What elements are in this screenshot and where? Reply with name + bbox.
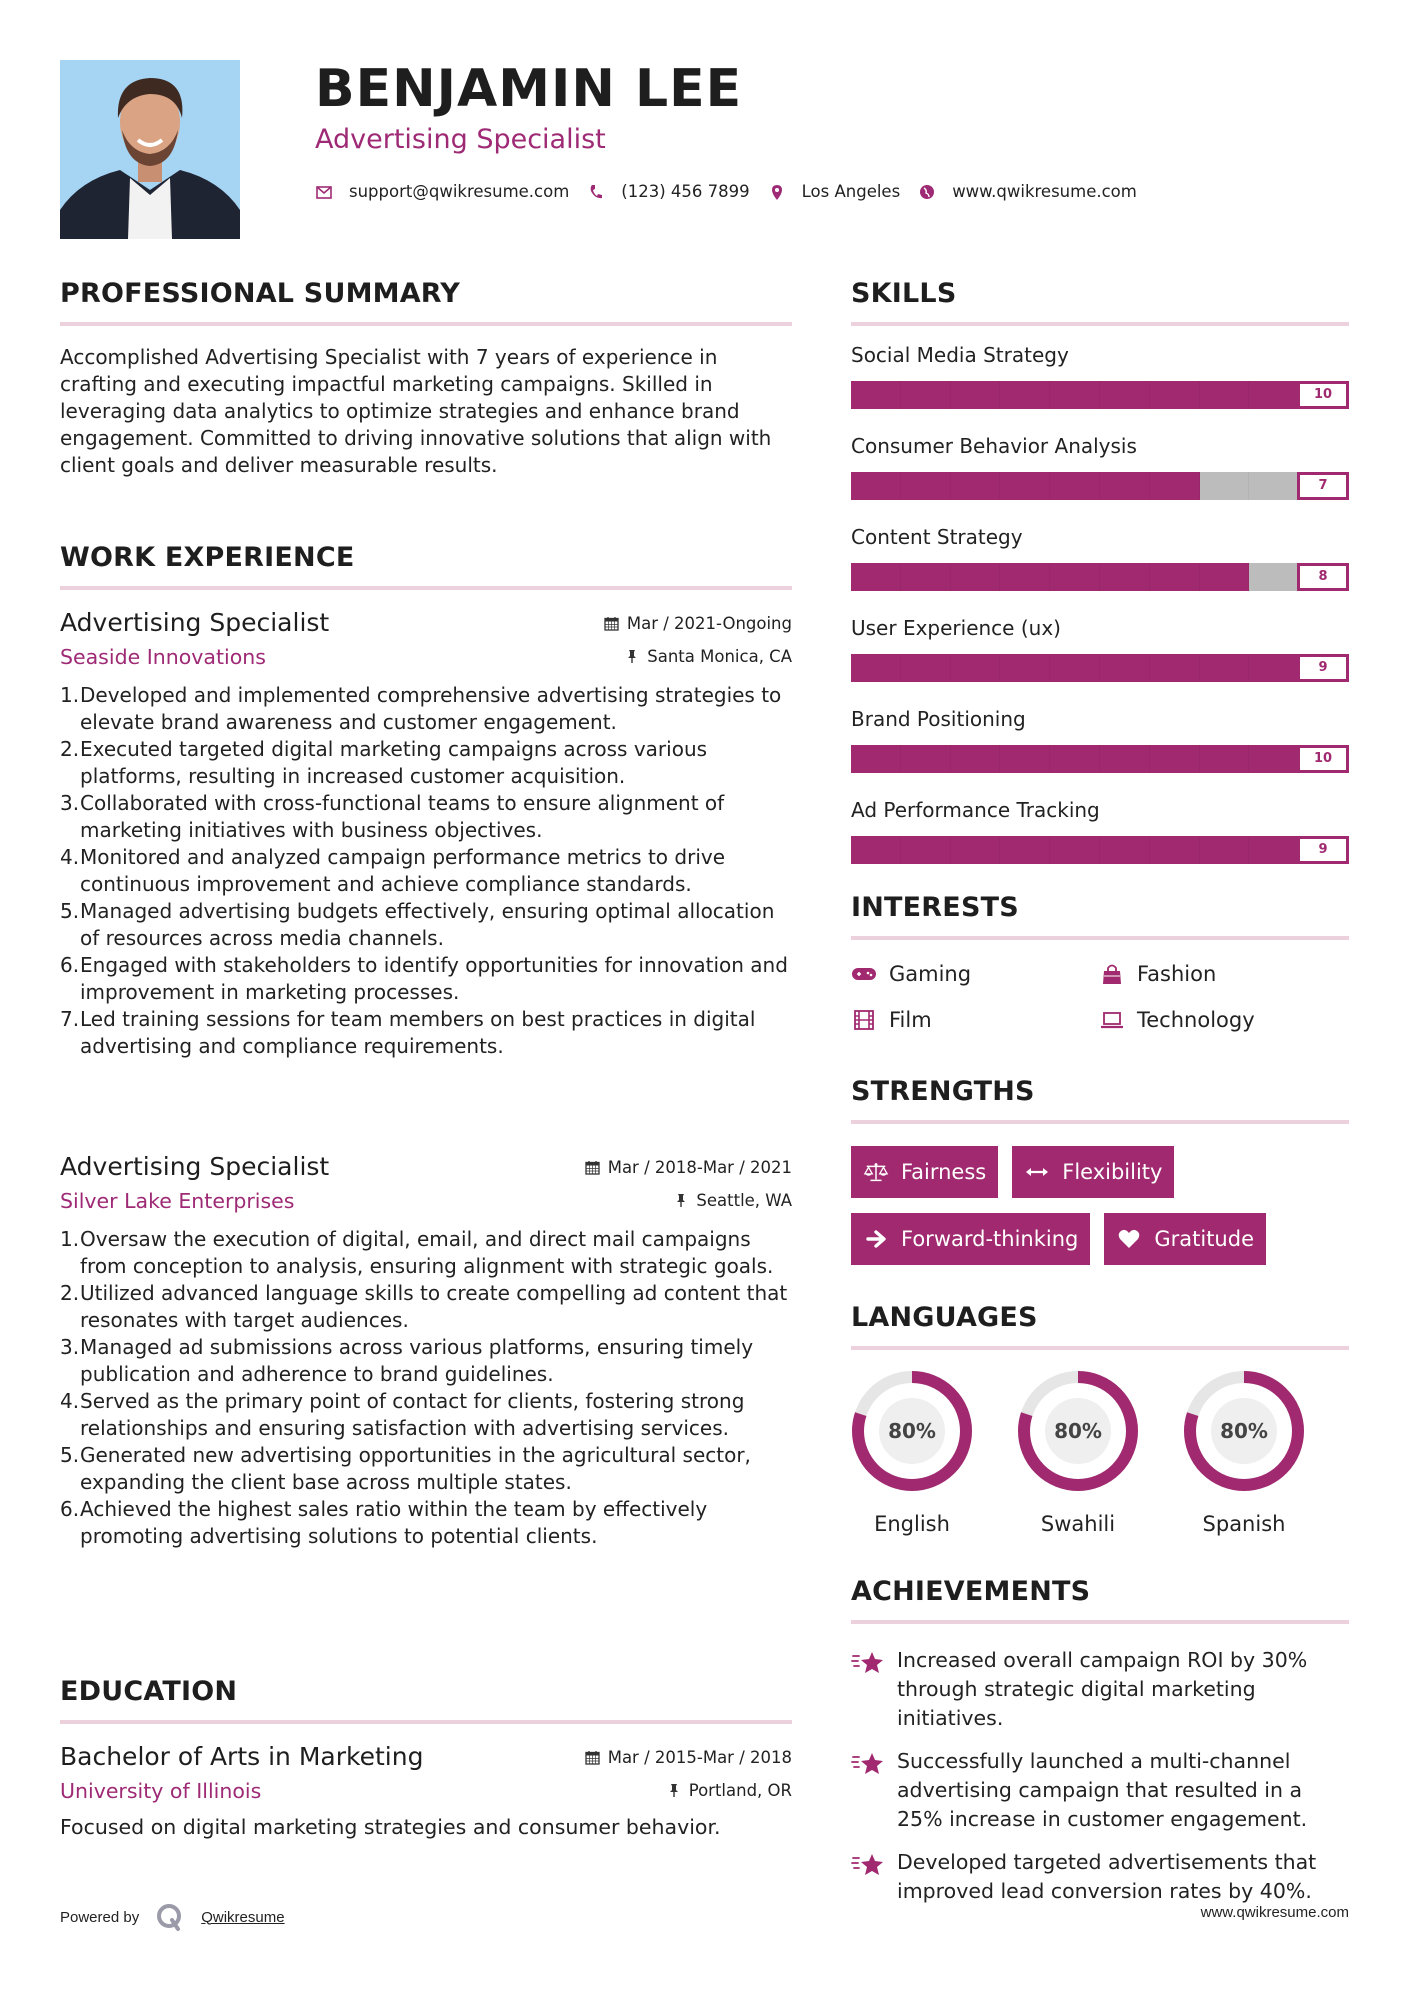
- language-name: Swahili: [1040, 1512, 1116, 1536]
- envelope-icon: [315, 183, 333, 201]
- job-dates: [585, 1158, 792, 1177]
- strength-chip: [1104, 1213, 1266, 1265]
- skill-bar-segment: [1100, 654, 1150, 682]
- candidate-name: BENJAMIN LEE: [315, 59, 743, 119]
- skill-bar-segment: [901, 654, 951, 682]
- language-item: [1183, 1370, 1305, 1538]
- pushpin-icon: [666, 1783, 682, 1799]
- job-location-text: Seattle, WA: [696, 1191, 792, 1210]
- skill-bar-segment: [951, 381, 1001, 409]
- skill-bar-segment: [851, 654, 901, 682]
- skill-bar-segment: [1200, 381, 1250, 409]
- shooting-star-icon: [851, 1646, 885, 1733]
- powered-by-label: Powered by: [60, 1908, 140, 1926]
- footer-website[interactable]: www.qwikresume.com: [1200, 1904, 1349, 1921]
- skill-bar-segment: [1249, 654, 1299, 682]
- film-icon: [851, 1009, 877, 1031]
- language-progress-ring: [851, 1370, 973, 1492]
- skill-bar-segment: [1000, 654, 1050, 682]
- skill-bar-segment: [1200, 563, 1250, 591]
- achievement-item: [851, 1646, 1349, 1733]
- gamepad-icon: [851, 963, 877, 985]
- bullet-item: 2. Executed targeted digital marketing campaigns across various platforms, resulting in increased customer acquisition.: [60, 737, 708, 788]
- education-section: [60, 1674, 792, 1841]
- achievement-text: Successfully launched a multi-channel advertising campaign that resulted in a 25% increase in customer engagement.: [897, 1749, 1308, 1831]
- language-name: Spanish: [1202, 1512, 1286, 1536]
- language-percent: 80%: [1045, 1398, 1111, 1464]
- section-heading-education: EDUCATION: [60, 1676, 238, 1707]
- calendar-icon: [585, 1750, 601, 1766]
- shopping-bag-icon: [1099, 963, 1125, 985]
- language-item: [851, 1370, 973, 1538]
- skill-bar-segment: [1000, 381, 1050, 409]
- interests-section: [851, 890, 1349, 1036]
- strength-chip: [851, 1146, 998, 1198]
- skill-score-badge: 9: [1297, 836, 1349, 864]
- job-company: Silver Lake Enterprises: [60, 1189, 295, 1213]
- phone-text: (123) 456 7899: [621, 182, 750, 201]
- skill-bar-segment: [851, 745, 901, 773]
- skill-score-badge: 10: [1297, 381, 1349, 409]
- skills-section: [851, 276, 1349, 888]
- language-name: English: [874, 1512, 950, 1536]
- skill-bar-segment: [901, 381, 951, 409]
- heart-icon: [1116, 1228, 1142, 1250]
- job-location: [624, 647, 792, 666]
- skill-bar-segment: [901, 563, 951, 591]
- bullet-item: 2. Utilized advanced language skills to create compelling ad content that resonates with target audiences.: [60, 1281, 788, 1332]
- skills-list: [851, 342, 1349, 864]
- pushpin-icon: [624, 649, 640, 665]
- skill-item: [851, 433, 1349, 500]
- skill-score-badge: 7: [1297, 472, 1349, 500]
- strength-label: Fairness: [901, 1160, 987, 1184]
- bullet-item: 1. Developed and implemented comprehensive advertising strategies to elevate brand awareness and customer engagement.: [60, 683, 782, 734]
- contact-email[interactable]: [315, 180, 569, 204]
- skill-item: [851, 797, 1349, 864]
- section-divider: [851, 322, 1349, 326]
- languages-section: [851, 1300, 1349, 1538]
- powered-by: [60, 1902, 285, 1932]
- job-company: Seaside Innovations: [60, 645, 266, 669]
- laptop-icon: [1099, 1009, 1125, 1031]
- achievement-item: [851, 1848, 1349, 1906]
- interest-item: [851, 1004, 1099, 1036]
- section-heading-languages: LANGUAGES: [851, 1302, 1038, 1333]
- job-bullets: [60, 1226, 792, 1550]
- skill-name: Brand Positioning: [851, 707, 1026, 731]
- contact-location: [768, 180, 901, 204]
- calendar-icon: [585, 1160, 601, 1176]
- skill-bar-segment: [1150, 836, 1200, 864]
- bullet-item: 3. Managed ad submissions across various platforms, ensuring timely publication and adherence to brand guidelines.: [60, 1335, 754, 1386]
- job-location-text: Santa Monica, CA: [647, 647, 792, 666]
- interest-label: Technology: [1137, 1008, 1255, 1032]
- achievement-text: Increased overall campaign ROI by 30% through strategic digital marketing initiatives.: [897, 1648, 1308, 1730]
- skill-bar-segment: [1249, 745, 1299, 773]
- skill-bar-segment: [851, 472, 901, 500]
- skill-bar-segment: [1150, 745, 1200, 773]
- bullet-item: 4. Monitored and analyzed campaign performance metrics to drive continuous improvement and achieve compliance standards.: [60, 845, 726, 896]
- language-percent: 80%: [1211, 1398, 1277, 1464]
- skill-bar-segment: [851, 563, 901, 591]
- skill-bar-segment: [1200, 472, 1250, 500]
- skill-level-bar: [851, 745, 1349, 773]
- skill-bar-segment: [1150, 472, 1200, 500]
- skill-bar-segment: [951, 563, 1001, 591]
- degree: Bachelor of Arts in Marketing: [60, 1742, 424, 1771]
- skill-bar-segment: [901, 745, 951, 773]
- job-entry: [60, 606, 792, 1060]
- website-text: www.qwikresume.com: [952, 182, 1137, 201]
- job-dates-text: Mar / 2021-Ongoing: [626, 614, 792, 633]
- languages-list: [851, 1370, 1349, 1538]
- arrows-horizontal-icon: [1024, 1161, 1050, 1183]
- skill-name: Social Media Strategy: [851, 343, 1069, 367]
- pushpin-icon: [673, 1193, 689, 1209]
- qwikresume-link[interactable]: Qwikresume: [201, 1908, 285, 1926]
- strength-label: Forward-thinking: [901, 1227, 1079, 1251]
- qwikresume-logo-icon: [155, 1902, 185, 1932]
- skill-level-bar: [851, 654, 1349, 682]
- shooting-star-icon: [851, 1747, 885, 1834]
- skill-bar-segment: [1249, 836, 1299, 864]
- job-role: Advertising Specialist: [60, 608, 330, 637]
- achievements-list: [851, 1646, 1349, 1906]
- skill-bar-segment: [1150, 654, 1200, 682]
- balance-scale-icon: [863, 1161, 889, 1183]
- bullet-item: 5. Managed advertising budgets effectively, ensuring optimal allocation of resources across media channels.: [60, 899, 775, 950]
- education-description: Focused on digital marketing strategies and consumer behavior.: [60, 1815, 721, 1839]
- section-divider: [60, 1720, 792, 1724]
- interest-item: [1099, 1004, 1347, 1036]
- education-entry: [60, 1740, 792, 1841]
- section-divider: [851, 1346, 1349, 1350]
- school: University of Illinois: [60, 1779, 262, 1803]
- skill-bar-segment: [1050, 654, 1100, 682]
- skill-name: Ad Performance Tracking: [851, 798, 1100, 822]
- map-marker-icon: [768, 183, 786, 201]
- section-divider: [851, 1120, 1349, 1124]
- strength-chip: [1012, 1146, 1174, 1198]
- language-percent: 80%: [879, 1398, 945, 1464]
- skill-bar-segment: [1000, 563, 1050, 591]
- skill-bar-segment: [1100, 472, 1150, 500]
- skill-bar-segment: [1249, 381, 1299, 409]
- arrow-right-icon: [863, 1228, 889, 1250]
- skill-bar-segment: [1100, 836, 1150, 864]
- candidate-title: Advertising Specialist: [315, 124, 606, 155]
- achievements-section: [851, 1574, 1349, 1920]
- interest-item: [851, 958, 1099, 990]
- section-heading-summary: PROFESSIONAL SUMMARY: [60, 278, 461, 309]
- skill-bar-segment: [1249, 563, 1299, 591]
- education-dates-text: Mar / 2015-Mar / 2018: [607, 1748, 792, 1767]
- strengths-section: [851, 1074, 1349, 1265]
- skill-score-badge: 10: [1297, 745, 1349, 773]
- skill-bar-segment: [1100, 563, 1150, 591]
- skill-item: [851, 342, 1349, 409]
- profile-photo: [60, 60, 240, 239]
- strength-label: Gratitude: [1154, 1227, 1254, 1251]
- achievement-item: [851, 1747, 1349, 1834]
- bullet-item: 6. Achieved the highest sales ratio within the team by effectively promoting advertising solutions to potential clients.: [60, 1497, 708, 1548]
- skill-bar-segment: [851, 381, 901, 409]
- calendar-icon: [604, 616, 620, 632]
- job-location: [673, 1191, 792, 1210]
- shooting-star-icon: [851, 1848, 885, 1906]
- skill-bar-segment: [1000, 836, 1050, 864]
- section-heading-experience: WORK EXPERIENCE: [60, 542, 355, 573]
- bullet-item: 5. Generated new advertising opportunities in the agricultural sector, expanding the client base across multiple states.: [60, 1443, 751, 1494]
- skill-name: User Experience (ux): [851, 616, 1061, 640]
- language-item: [1017, 1370, 1139, 1538]
- skill-bar-segment: [1100, 745, 1150, 773]
- skill-score-badge: 8: [1297, 563, 1349, 591]
- bullet-item: 6. Engaged with stakeholders to identify opportunities for innovation and improvement in marketing processes.: [60, 953, 788, 1004]
- job-dates: [604, 614, 792, 633]
- skill-level-bar: [851, 836, 1349, 864]
- skill-level-bar: [851, 381, 1349, 409]
- skill-level-bar: [851, 472, 1349, 500]
- skill-bar-segment: [901, 836, 951, 864]
- section-heading-skills: SKILLS: [851, 278, 957, 309]
- strengths-list: [851, 1146, 1291, 1265]
- interest-label: Fashion: [1137, 962, 1217, 986]
- contact-row: [315, 180, 1155, 204]
- skill-bar-segment: [1050, 472, 1100, 500]
- skill-bar-segment: [901, 472, 951, 500]
- skill-bar-segment: [951, 654, 1001, 682]
- skill-item: [851, 524, 1349, 591]
- bullet-item: 1. Oversaw the execution of digital, email, and direct mail campaigns from conception to analysis, ensuring alignment with strategic goals.: [60, 1227, 774, 1278]
- language-progress-ring: [1183, 1370, 1305, 1492]
- bullet-item: 3. Collaborated with cross-functional teams to ensure alignment of marketing initiatives with business objectives.: [60, 791, 725, 842]
- interest-item: [1099, 958, 1347, 990]
- education-location-text: Portland, OR: [688, 1781, 792, 1800]
- skill-bar-segment: [1000, 745, 1050, 773]
- education-dates: [585, 1748, 792, 1767]
- section-divider: [851, 936, 1349, 940]
- skill-bar-segment: [1000, 472, 1050, 500]
- skill-item: [851, 706, 1349, 773]
- skill-name: Content Strategy: [851, 525, 1023, 549]
- skill-bar-segment: [1200, 745, 1250, 773]
- bullet-item: 4. Served as the primary point of contact for clients, fostering strong relationships and ensuring satisfaction with advertising services.: [60, 1389, 745, 1440]
- skill-bar-segment: [1200, 654, 1250, 682]
- skill-item: [851, 615, 1349, 682]
- section-divider: [60, 322, 792, 326]
- experience-section: [60, 540, 792, 1060]
- strength-label: Flexibility: [1062, 1160, 1163, 1184]
- email-text: support@qwikresume.com: [349, 182, 570, 201]
- skill-score-badge: 9: [1297, 654, 1349, 682]
- skill-bar-segment: [951, 745, 1001, 773]
- skill-bar-segment: [1050, 381, 1100, 409]
- skill-bar-segment: [951, 472, 1001, 500]
- section-heading-interests: INTERESTS: [851, 892, 1019, 923]
- interest-label: Gaming: [889, 962, 972, 986]
- globe-icon: [918, 183, 936, 201]
- skill-bar-segment: [1249, 472, 1299, 500]
- section-divider: [851, 1620, 1349, 1624]
- location-text: Los Angeles: [801, 182, 901, 201]
- bullet-item: 7. Led training sessions for team members on best practices in digital advertising and compliance requirements.: [60, 1007, 756, 1058]
- job-dates-text: Mar / 2018-Mar / 2021: [607, 1158, 792, 1177]
- skill-bar-segment: [1100, 381, 1150, 409]
- skill-bar-segment: [1050, 563, 1100, 591]
- interests-list: [851, 958, 1349, 1036]
- job-entry: [60, 1150, 792, 1550]
- skill-bar-segment: [951, 836, 1001, 864]
- interest-label: Film: [889, 1008, 932, 1032]
- skill-bar-segment: [1200, 836, 1250, 864]
- summary-text: Accomplished Advertising Specialist with 7 years of experience in crafting and executing impactful marketing campaigns. Skilled in leveraging data analytics to optimize strategies and enhance brand engagement. Committed to driving innovative solutions that align with client goals and deliver measurable results.: [60, 345, 772, 477]
- skill-level-bar: [851, 563, 1349, 591]
- contact-website[interactable]: [918, 180, 1137, 204]
- section-heading-achievements: ACHIEVEMENTS: [851, 1576, 1091, 1607]
- strength-chip: [851, 1213, 1090, 1265]
- skill-bar-segment: [851, 836, 901, 864]
- summary-section: [60, 276, 792, 479]
- contact-phone[interactable]: [587, 180, 749, 204]
- section-divider: [60, 586, 792, 590]
- job-bullets: [60, 682, 792, 1060]
- language-progress-ring: [1017, 1370, 1139, 1492]
- skill-bar-segment: [1050, 745, 1100, 773]
- skill-bar-segment: [1050, 836, 1100, 864]
- achievement-text: Developed targeted advertisements that improved lead conversion rates by 40%.: [897, 1850, 1317, 1903]
- section-heading-strengths: STRENGTHS: [851, 1076, 1035, 1107]
- skill-bar-segment: [1150, 563, 1200, 591]
- skill-bar-segment: [1150, 381, 1200, 409]
- education-location: [666, 1781, 792, 1800]
- phone-icon: [587, 183, 605, 201]
- skill-name: Consumer Behavior Analysis: [851, 434, 1137, 458]
- job-role: Advertising Specialist: [60, 1152, 330, 1181]
